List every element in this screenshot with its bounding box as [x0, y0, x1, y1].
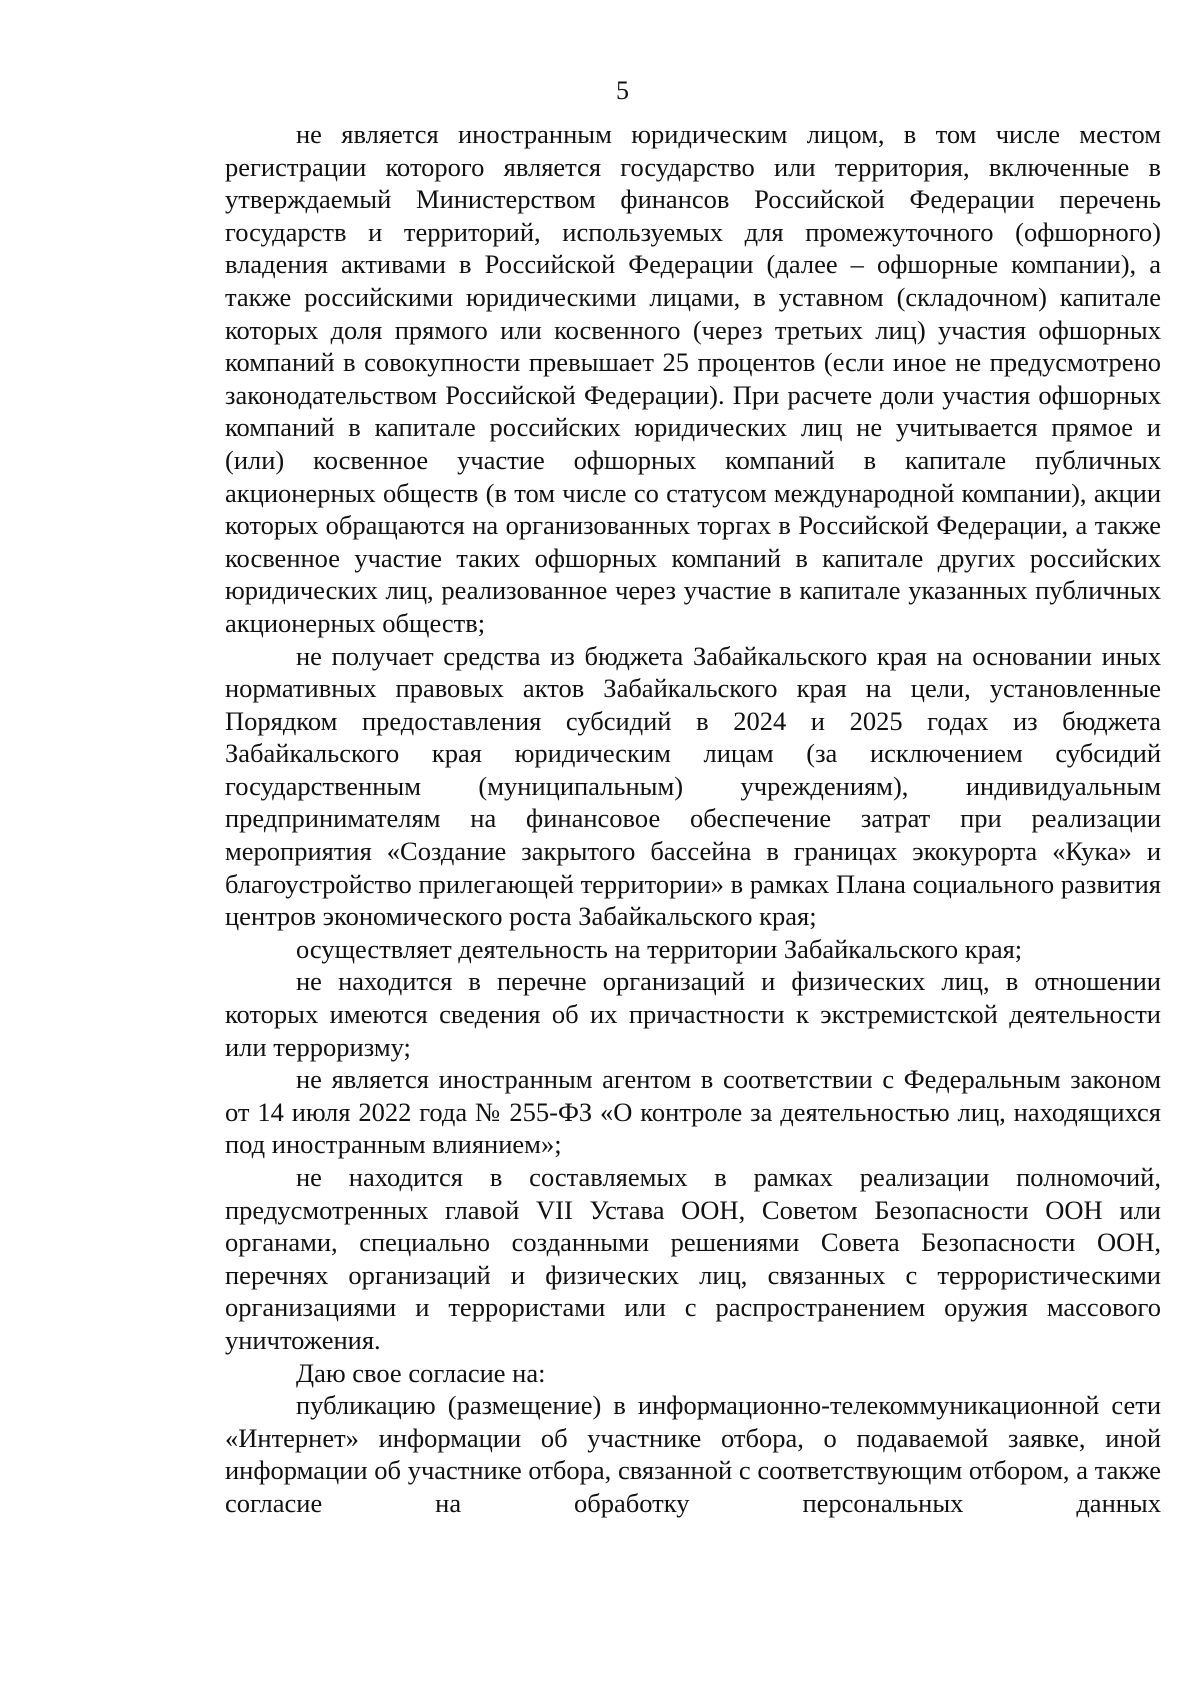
paragraph-publication-consent: публикацию (размещение) в информационно-телекоммуникационной сети «Интернет» информации об участнике отбора, о подаваемой заявке, иной информации об участнике отбора, связанной с соответствующим отбором, а также согласие на обработку персональных данных — [225, 1390, 1161, 1518]
paragraph-foreign-agent: не является иностранным агентом в соответствии с Федеральным законом от 14 июля 2022 года № 255-ФЗ «О контроле за деятельностью лиц, находящихся под иностранным влиянием»; — [225, 1064, 1161, 1160]
paragraph-un-sanctions: не находится в составляемых в рамках реализации полномочий, предусмотренных главой VII Устава ООН, Советом Безопасности ООН или органами, специально созданными решениями Совета Безопасности ООН, перечнях организаций и физических лиц, связанных с террористическими организациями и террористами или с распространением оружия массового уничтожения. — [225, 1162, 1161, 1355]
paragraph-consent-intro: Даю свое согласие на: — [296, 1357, 546, 1388]
document-body — [225, 118, 1161, 1520]
paragraph-offshore-status: не является иностранным юридическим лицом, в том числе местом регистрации которого является государство или территория, включенные в утверждаемый Министерством финансов Российской Федерации перечень государств и территорий, используемых для промежуточного (офшорного) владения активами в Российской Федерации (далее – офшорные компании), а также российскими юридическими лицами, в уставном (складочном) капитале которых доля прямого или косвенного (через третьих лиц) участия офшорных компаний в совокупности превышает 25 процентов (если иное не предусмотрено законодательством Российской Федерации). При расчете доли участия офшорных компаний в капитале российских юридических лиц не учитывается прямое и (или) косвенное участие офшорных компаний в капитале публичных акционерных обществ (в том числе со статусом международной компании), акции которых обращаются на организованных торгах в Российской Федерации, а также косвенное участие таких офшорных компаний в капитале других российских юридических лиц, реализованное через участие в капитале указанных публичных акционерных обществ; — [225, 119, 1161, 638]
page-number: 5 — [616, 76, 629, 105]
paragraph-extremism-list: не находится в перечне организаций и физических лиц, в отношении которых имеются сведения об их причастности к экстремистской деятельности или терроризму; — [225, 966, 1161, 1062]
paragraph-territory-activity: осуществляет деятельность на территории Забайкальского края; — [296, 933, 1023, 964]
paragraph-budget-funds: не получает средства из бюджета Забайкальского края на основании иных нормативных правовых актов Забайкальского края на цели, установленные Порядком предоставления субсидий в 2024 и 2025 годах из бюджета Забайкальского края юридическим лицам (за исключением субсидий государственным (муниципальным) учреждениям), индивидуальным предпринимателям на финансовое обеспечение затрат при реализации мероприятия «Создание закрытого бассейна в границах экокурорта «Кука» и благоустройство прилегающей территории» в рамках Плана социального развития центров экономического роста Забайкальского края; — [225, 640, 1161, 932]
